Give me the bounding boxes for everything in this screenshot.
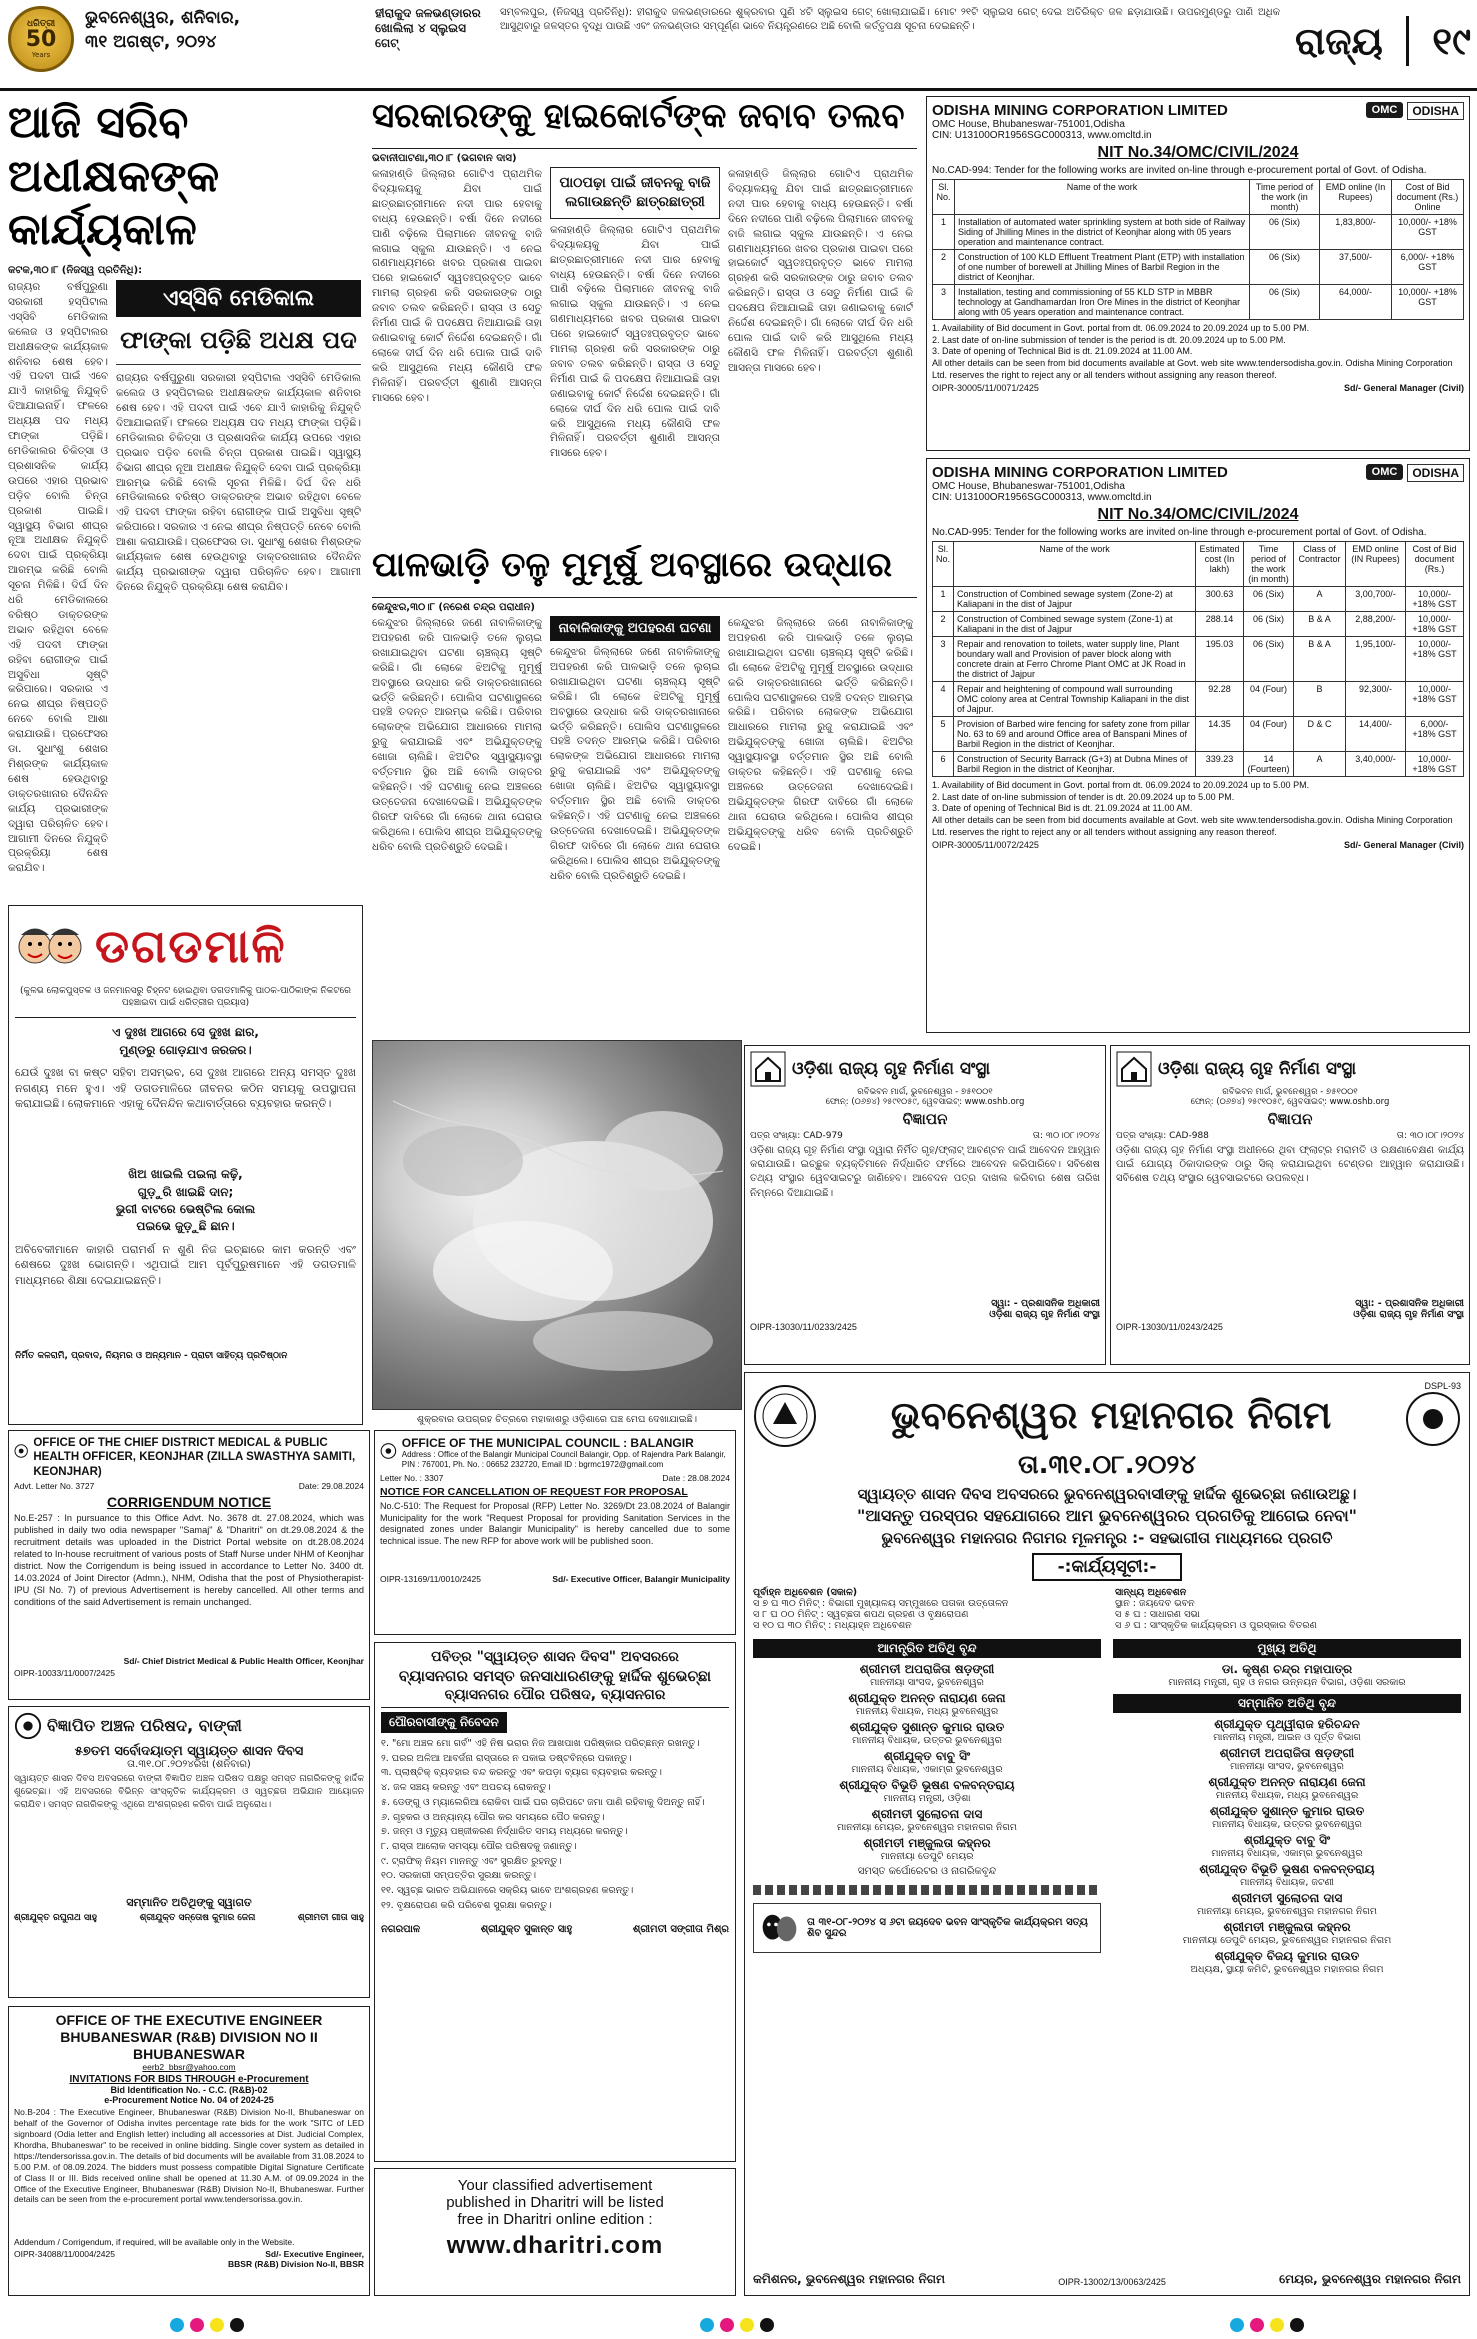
story3-headline: ପାଳଭାଡ଼ି ତଳୁ ମୁମୂର୍ଷୁ ଅବସ୍ଥାରେ ଉଦ୍ଧାର (372, 545, 893, 585)
dharitri-50-logo: ଧରିତ୍ରୀ 50 Years (8, 6, 74, 72)
list-item: ୬. ଗୃହକର ଓ ଅନ୍ୟାନ୍ୟ ପୌର କର ସମୟରେ ପୈଠ କରନ୍ତୁ। (381, 1811, 605, 1823)
table-cell: Construction of Security Barrack (G+3) at Dubna Mines of Barbil Region in the district of Keonjhar. (954, 752, 1196, 777)
table-row (933, 637, 1464, 682)
guest-name: ଶ୍ରୀମତୀ ମଞ୍ଜୁଲତା କହ୍ନର (863, 1836, 991, 1850)
table-header: EMD online (In Rupees) (1320, 180, 1392, 215)
table-row (933, 612, 1464, 637)
byasanagar-ad: ପବିତ୍ର "ସ୍ୱାୟତ୍ତ ଶାସନ ଦିବସ" ଅବସରରେ ବ୍ୟାସନଗର ସମସ୍ତ ଜନସାଧାରଣଙ୍କୁ ହାର୍ଦ୍ଦିକ ଶୁଭେଚ୍ଛା ବ୍ୟାସନଗର ପୌର ପରିଷଦ, ବ୍ୟାସନଗର ପୌରବାସୀଙ୍କୁ ନିବେଦନ ୧. "ମୋ ଅଞ୍ଚଳ ମୋ ଗର୍ବ" ଏହି ନିଷ ଭରାର ନିଜ ଆଖପାଖ ପରିଷ୍କାର ପରିଚ୍ଛନ୍ନ ରଖନ୍ତୁ। ୨. ଘରର ଅଳିଆ ଆବର୍ଜନା ରାସ୍ତାରେ ନ ପକାଇ ଡଷ୍ଟବିନ୍‌ରେ ପକାନ୍ତୁ। ୩. ପ୍ଲାଷ୍ଟିକ୍ ବ୍ୟବହାର ବନ୍ଦ କରନ୍ତୁ ଏବଂ କପଡ଼ା ବ୍ୟାଗ ବ୍ୟବହାର କରନ୍ତୁ। ୪. ଜଳ ସଞ୍ଚୟ କରନ୍ତୁ ଏବଂ ଅପଚୟ ରୋକନ୍ତୁ। ୫. ଡେଙ୍ଗୁ ଓ ମ୍ୟାଲେରିଆ ରୋକିବା ପାଇଁ ଘର ଚାରିପଟେ ଜମା ପାଣି ରହିବାକୁ ଦିଅନ୍ତୁ ନାହିଁ। ୬. ଗୃହକର ଓ ଅନ୍ୟାନ୍ୟ ପୌର କର ସମୟରେ ପୈଠ କରନ୍ତୁ। ୭. ଜନ୍ମ ଓ ମୃତ୍ୟୁ ପଞ୍ଜୀକରଣ ନିର୍ଦ୍ଧାରିତ ସମୟ ମଧ୍ୟରେ କରନ୍ତୁ। ୮. ରାସ୍ତା ଆଲୋକ ସମସ୍ୟା ପୌର ପରିଷଦକୁ ଜଣାନ୍ତୁ। ୯. ଟ୍ରାଫିକ୍ ନିୟମ ମାନନ୍ତୁ ଏବଂ ସୁରକ୍ଷିତ ରୁହନ୍ତୁ। ୧୦. ସରକାରୀ ସମ୍ପତ୍ତିର ସୁରକ୍ଷା କରନ୍ତୁ। ୧୧. ସ୍ୱଚ୍ଛ ଭାରତ ଅଭିଯାନରେ ସକ୍ରିୟ ଭାବେ ଅଂଶଗ୍ରହଣ କରନ୍ତୁ। ୧୨. ବୃକ୍ଷରୋପଣ କରି ପରିବେଶ ସୁରକ୍ଷା କରନ୍ତୁ। ନଗରପାଳ ଶ୍ରୀଯୁକ୍ତ ସୁକାନ୍ତ ସାହୁ ଶ୍ରୀମତୀ ସଙ୍ଗୀତା ମିଶ୍ର (374, 1642, 736, 2162)
table-cell: 3 (933, 285, 955, 320)
story-highcourt (372, 96, 917, 536)
table-header: Name of the work (954, 542, 1196, 587)
cartoon-faces-icon (15, 917, 85, 977)
guest-name: ଶ୍ରୀଯୁକ୍ତ ଅନନ୍ତ ନାରାୟଣ ଜେନା (1208, 1775, 1366, 1789)
guest-name: ଶ୍ରୀଯୁକ୍ତ ବିଭୂତି ଭୂଷଣ ବଳବନ୍ତରାୟ (1199, 1862, 1375, 1876)
table-header: Estimated cost (In lakh) (1196, 542, 1244, 587)
list-item: ୪. ଜଳ ସଞ୍ଚୟ କରନ୍ତୁ ଏବଂ ଅପଚୟ ରୋକନ୍ତୁ। (381, 1782, 551, 1794)
theatre-masks-icon (760, 1910, 799, 1946)
table-cell: 6 (933, 752, 954, 777)
story1-highlight-1: ଏସ୍‌ସିବି ମେଡିକାଲ (116, 280, 361, 317)
guest-role: ମାନନୀୟ ବିଧାୟକ, ଜଟଣୀ (1240, 1877, 1334, 1888)
table-row (933, 717, 1464, 752)
teaser-headline: ହୀରାକୁଦ ଜଳଭଣ୍ଡାରର ଖୋଲିଲା ୪ ସ୍ଲୁଇସ ଗେଟ୍ (375, 6, 481, 50)
table-cell: 04 (Four) (1244, 717, 1294, 752)
column-body-2: ଅବିବେକୀମାନେ କାହାରି ପରାମର୍ଶ ନ ଶୁଣି ନିଜ ଇଚ୍ଛାରେ କାମ କରନ୍ତି ଏବଂ ଶେଷରେ ଦୁଃଖ ଭୋଗନ୍ତି। ଏଥିପାଇଁ ଆମ ପୂର୍ବପୁରୁଷମାନେ ଏହି ଡଗଡମାଳି ମାଧ୍ୟମରେ ଶିକ୍ଷା ଦେଇଯାଇଛନ୍ତି। (15, 1242, 356, 1287)
table-cell: Construction of Combined sewage system (Zone-2) at Kaliapani in the dist of Jajpur (954, 587, 1196, 612)
guest-role: ମାନନୀୟା ମେୟର, ଭୁବନେଶ୍ୱର ମହାନଗର ନିଗମ (837, 1822, 1017, 1833)
story2-body-a: କଳାହାଣ୍ଡି ଜିଲ୍ଲାର ଗୋଟିଏ ପ୍ରାଥମିକ ବିଦ୍ୟାଳୟକୁ ଯିବା ପାଇଁ ଛାତ୍ରଛାତ୍ରୀମାନେ ନଦୀ ପାର ହେବାକୁ ବାଧ୍ୟ ହେଉଛନ୍ତି। ବର୍ଷା ଦିନେ ନଦୀରେ ପାଣି ବଢ଼ିଲେ ପିଲାମାନେ ଜୀବନକୁ ବାଜି ଲଗାଇ ସ୍କୁଲ ଯାଉଛନ୍ତି। ଏ ନେଇ ଗଣମାଧ୍ୟମରେ ଖବର ପ୍ରକାଶ ପାଇବା ପରେ ହାଇକୋର୍ଟ ସ୍ୱତଃପ୍ରବୃତ୍ତ ଭାବେ ମାମଲା ଗ୍ରହଣ କରି ସରକାରଙ୍କ ଠାରୁ ଜବାବ ତଲବ କରିଛନ୍ତି। ରାସ୍ତା ଓ ସେତୁ ନିର୍ମାଣ ପାଇଁ କି ପଦକ୍ଷେପ ନିଆଯାଇଛି ତାହା ଜଣାଇବାକୁ କୋର୍ଟ ନିର୍ଦ୍ଦେଶ ଦେଇଛନ୍ତି। ଗାଁ ଲୋକେ ଦୀର୍ଘ ଦିନ ଧରି ପୋଲ ପାଇଁ ଦାବି କରି ଆସୁଥିଲେ ମଧ୍ୟ କୌଣସି ଫଳ ମିଳିନାହିଁ। ପରବର୍ତ୍ତୀ ଶୁଣାଣି ଆସନ୍ତା ମାସରେ ହେବ। (372, 168, 542, 404)
table-cell: 6,000/- +18% GST (1392, 250, 1464, 285)
table-cell: 5 (933, 717, 954, 752)
byasanagar-appeal-list (381, 1737, 729, 1914)
list-item: ୧. "ମୋ ଅଞ୍ଚଳ ମୋ ଗର୍ବ" ଏହି ନିଷ ଭରାର ନିଜ ଆଖପାଖ ପରିଷ୍କାର ପରିଚ୍ଛନ୍ନ ରଖନ୍ତୁ। (381, 1738, 700, 1749)
masthead-rule (0, 88, 1477, 91)
table-cell: 2 (933, 250, 955, 285)
guest-name: ଶ୍ରୀମତୀ ଅପରାଜିତା ଷଡ଼ଙ୍ଗୀ (859, 1662, 995, 1676)
column-body-1: ଯେଉଁ ଦୁଃଖ ବା କଷ୍ଟ ସହିବା ଅସମ୍ଭବ, ସେ ଦୁଃଖ ଆଗରେ ଅନ୍ୟ ସମସ୍ତ ଦୁଃଖ ନଗଣ୍ୟ ମନେ ହୁଏ। ଏହି ଡଗଡମାଳିରେ ଜୀବନର କଠିନ ସମୟକୁ ଉପସ୍ଥାପନା କରାଯାଇଛି। ଲୋକମାନେ ଏହାକୁ ଦୈନନ୍ଦିନ କଥାବାର୍ତ୍ତାରେ ବ୍ୟବହାର କରନ୍ତି। (15, 1066, 356, 1111)
table-cell: 10,000/- +18% GST (1392, 215, 1464, 250)
registration-marks-center (700, 2318, 780, 2335)
list-item: ୩. ପ୍ଲାଷ୍ଟିକ୍ ବ୍ୟବହାର ବନ୍ଦ କରନ୍ତୁ ଏବଂ କପଡ଼ା ବ୍ୟାଗ ବ୍ୟବହାର କରନ୍ତୁ। (381, 1767, 662, 1779)
list-item: ୭. ଜନ୍ମ ଓ ମୃତ୍ୟୁ ପଞ୍ଜୀକରଣ ନିର୍ଦ୍ଧାରିତ ସମୟ ମଧ୍ୟରେ କରନ୍ତୁ। (381, 1826, 628, 1838)
oshb-ad-988: ଓଡ଼ିଶା ରାଜ୍ୟ ଗୃହ ନିର୍ମାଣ ସଂସ୍ଥା ରବିଭବନ ମାର୍ଗ, ଭୁବନେଶ୍ୱର - ୭୫୧୦୦୧ ଫୋନ୍: (୦୬୭୪) ୨୫୯୧୦୫୯, ୱେବସାଇଟ୍: www.oshb.org ବିଜ୍ଞାପନ ପତ୍ର ସଂଖ୍ୟା: CAD-988 ତା: ୩୦।୦୮।୨୦୨୪ ଓଡ଼ିଶା ରାଜ୍ୟ ଗୃହ ନିର୍ମାଣ ସଂସ୍ଥା ଅଧୀନରେ ଥିବା ଫ୍ଲାଟ୍‌ର ମରାମତି ଓ ରକ୍ଷଣାବେକ୍ଷଣ କାର୍ଯ୍ୟ ପାଇଁ ଯୋଗ୍ୟ ଠିକାଦାରଙ୍କ ଠାରୁ ସିଲ୍ କରାଯାଇଥିବା ଟେଣ୍ଡର ଆହ୍ୱାନ କରାଯାଉଛି। ସବିଶେଷ ତଥ୍ୟ ସଂସ୍ଥାର ୱେବସାଇଟରେ ଉପଲବ୍ଧ। ସ୍ୱା: - ପ୍ରଶାସନିକ ଅଧିକାରୀ ଓଡ଼ିଶା ରାଜ୍ୟ ଗୃହ ନିର୍ମାଣ ସଂସ୍ଥା OIPR-13030/11/0243/2425 (1110, 1045, 1470, 1365)
list-item: ସ ୭ ଘ ୩୦ ମିନିଟ୍ : ବିଭାଗୀ ମୁଖ୍ୟାଳୟ ସମ୍ମୁଖରେ ପତାକା ଉତ୍ତୋଳନ (753, 1598, 1009, 1609)
guest-role: ମାନନୀୟ ବିଧାୟକ, ଏକାମ୍ର ଭୁବନେଶ୍ୱର (1211, 1848, 1363, 1859)
page-number: ୧୯ (1432, 18, 1471, 63)
story2-highlight: ପାଠପଢ଼ା ପାଇଁ ଜୀବନକୁ ବାଜି ଲଗାଉଛନ୍ତି ଛାତ୍ରଛାତ୍ରୀ (550, 167, 720, 219)
omc1-table (932, 179, 1464, 320)
table-cell: 339.23 (1196, 752, 1244, 777)
guest-name: ଶ୍ରୀଯୁକ୍ତ ବାବୁ ସିଂ (1243, 1833, 1331, 1847)
table-cell: 4 (933, 682, 954, 717)
table-row (933, 752, 1464, 777)
guest-name: ଶ୍ରୀଯୁକ୍ତ ପୃଥ୍ୱୀରାଜ ହରିଚନ୍ଦନ (1214, 1717, 1360, 1731)
table-cell: 2,88,200/- (1346, 612, 1406, 637)
table-cell: 2 (933, 612, 954, 637)
table-cell: D & C (1294, 717, 1346, 752)
satellite-cloud-pattern (373, 1041, 742, 1410)
oshb-house-logo-icon (750, 1051, 786, 1087)
table-cell: A (1294, 587, 1346, 612)
table-cell: 10,000/- +18% GST (1406, 587, 1464, 612)
table-cell: 288.14 (1196, 612, 1244, 637)
story3-body-a: କେନ୍ଦୁଝର ଜିଲ୍ଲାରେ ଜଣେ ନାବାଳିକାଙ୍କୁ ଅପହରଣ କରି ପାଳଭାଡ଼ି ତଳେ ଲୁଚାଇ ରଖାଯାଇଥିବା ଘଟଣା ଚାଞ୍ଚଲ୍ୟ ସୃଷ୍ଟି କରିଛି। ଗାଁ ଲୋକେ ଝିଅଟିକୁ ମୁମୂର୍ଷୁ ଅବସ୍ଥାରେ ଉଦ୍ଧାର କରି ଡାକ୍ତରଖାନାରେ ଭର୍ତ୍ତି କରିଛନ୍ତି। ପୋଲିସ ଘଟଣାସ୍ଥଳରେ ପହଞ୍ଚି ତଦନ୍ତ ଆରମ୍ଭ କରିଛି। ପରିବାର ଲୋକଙ୍କ ଅଭିଯୋଗ ଆଧାରରେ ମାମଲା ରୁଜୁ କରାଯାଇଛି ଏବଂ ଅଭିଯୁକ୍ତଙ୍କୁ ଖୋଜା ଚାଲିଛି। ଝିଅଟିର ସ୍ୱାସ୍ଥ୍ୟାବସ୍ଥା ବର୍ତ୍ତମାନ ସ୍ଥିର ଅଛି ବୋଲି ଡାକ୍ତର କହିଛନ୍ତି। ଏହି ଘଟଣାକୁ ନେଇ ଅଞ୍ଚଳରେ ଉତ୍ତେଜନା ଦେଖାଦେଇଛି। ଅଭିଯୁକ୍ତଙ୍କ ଗିରଫ ଦାବିରେ ଗାଁ ଲୋକେ ଥାନା ଘେରାଉ କରିଥିଲେ। ପୋଲିସ ଶୀଘ୍ର ଅଭିଯୁକ୍ତଙ୍କୁ ଧରିବ ବୋଲି ପ୍ରତିଶ୍ରୁତି ଦେଇଛି। (372, 617, 542, 853)
column-verse-1: ଏ ଦୁଃଖ ଆଗରେ ସେ ଦୁଃଖ ଛାର, ମୁଣ୍ଡରୁ ଗୋଡ଼ଯାଏ ଜରଜର। (112, 1025, 259, 1057)
guest-name: ଶ୍ରୀଯୁକ୍ତ ବିଭୂତି ଭୂଷଣ ବଳବନ୍ତରାୟ (839, 1778, 1015, 1792)
table-cell: 06 (Six) (1250, 250, 1320, 285)
guest-name: ଶ୍ରୀମତୀ ସୁଲୋଚନା ଦାସ (1231, 1891, 1343, 1905)
table-cell: 3,00,700/- (1346, 587, 1406, 612)
list-item: ୧୧. ସ୍ୱଚ୍ଛ ଭାରତ ଅଭିଯାନରେ ସକ୍ରିୟ ଭାବେ ଅଂଶଗ୍ରହଣ କରନ୍ତୁ। (381, 1885, 634, 1897)
story-rescue (372, 545, 917, 1030)
list-item: ସ୍ଥାନ : ଜୟଦେବ ଭବନ (1115, 1598, 1195, 1609)
list-item: ୧୨. ବୃକ୍ଷରୋପଣ କରି ପରିବେଶ ସୁରକ୍ଷା କରନ୍ତୁ। (381, 1899, 552, 1911)
guest-role: ମାନନୀୟ ବିଧାୟକ, ଉତ୍ତର ଭୁବନେଶ୍ୱର (852, 1735, 1002, 1746)
guest-role: ମାନନୀୟା ମେୟର, ଭୁବନେଶ୍ୱର ମହାନଗର ନିଗମ (1197, 1906, 1377, 1917)
table-cell: Installation, testing and commissioning of 55 KLD STP in MBBR technology at Gandhamardan Iron Ore Mines in the district of Keonjhar along with 05 years operation and maintenance contract. (955, 285, 1250, 320)
story1-body-a: ରାଜ୍ୟର ବର୍ଷପୁରୁଣା ସରକାରୀ ହସ୍ପିଟାଲ ଏସ୍‌ସିବି ମେଡିକାଲ କଲେଜ ଓ ହସ୍ପିଟାଲର ଅଧୀକ୍ଷକଙ୍କ କାର୍ଯ୍ୟକାଳ ଶନିବାର ଶେଷ ହେବ। ଏହି ପଦବୀ ପାଇଁ ଏବେ ଯାଏଁ କାହାରିକୁ ନିଯୁକ୍ତି ଦିଆଯାଇନାହିଁ। ଫଳରେ ଅଧ୍ୟକ୍ଷ ପଦ ମଧ୍ୟ ଫାଙ୍କା ପଡ଼ିଛି। ମେଡିକାଲର ଚିକିତ୍ସା ଓ ପ୍ରଶାସନିକ କାର୍ଯ୍ୟ ଉପରେ ଏହାର ପ୍ରଭାବ ପଡ଼ିବ ବୋଲି ଚିନ୍ତା ପ୍ରକାଶ ପାଇଛି। ସ୍ୱାସ୍ଥ୍ୟ ବିଭାଗ ଶୀଘ୍ର ନୂଆ ଅଧୀକ୍ଷକ ନିଯୁକ୍ତି ଦେବା ପାଇଁ ପ୍ରକ୍ରିୟା ଆରମ୍ଭ କରିଛି ବୋଲି ସୂଚନା ମିଳିଛି। ଦିର୍ଘ ଦିନ ଧରି ମେଡିକାଲରେ ବରିଷ୍ଠ ଡାକ୍ତରଙ୍କ ଅଭାବ ରହିଥିବା ବେଳେ ଏହି ପଦବୀ ଫାଙ୍କା ରହିବା ରୋଗୀଙ୍କ ପାଇଁ ଅସୁବିଧା ସୃଷ୍ଟି କରିପାରେ। ସରକାର ଏ ନେଇ ଶୀଘ୍ର ନିଷ୍ପତ୍ତି ନେବେ ବୋଲି ଆଶା କରାଯାଉଛି। ପ୍ରଫେସର ଡା. ସୁଧାଂଶୁ ଶେଖର ମିଶ୍ରଙ୍କ କାର୍ଯ୍ୟକାଳ ଶେଷ ହେଉଥିବାରୁ ଡାକ୍ତରଖାନାର ଦୈନନ୍ଦିନ କାର୍ଯ୍ୟ ପ୍ରଭାରୀଙ୍କ ଦ୍ୱାରା ପରିଚାଳିତ ହେବ। ଆଗାମୀ ଦିନରେ ନିଯୁକ୍ତି ପ୍ରକ୍ରିୟା ଶେଷ କରାଯିବ। (8, 281, 108, 875)
table-cell: A (1294, 752, 1346, 777)
table-cell: 195.03 (1196, 637, 1244, 682)
story2-headline: ସରକାରଙ୍କୁ ହାଇକୋର୍ଟଙ୍କ ଜବାବ ତଲବ (372, 96, 905, 136)
table-cell: 14.35 (1196, 717, 1244, 752)
table-cell: B & A (1294, 612, 1346, 637)
odisha-emblem-icon (14, 1712, 42, 1740)
story1-dateline: କଟକ,୩୦।୮ (ନିଜସ୍ୱ ପ୍ରତିନିଧି): (8, 265, 143, 276)
story1-highlight-2: ଫାଙ୍କା ପଡ଼ିଛି ଅଧକ୍ଷ ପଦ (116, 317, 361, 365)
table-cell: 92.28 (1196, 682, 1244, 717)
table-cell: 1,83,800/- (1320, 215, 1392, 250)
table-row (933, 215, 1464, 250)
table-cell: 06 (Six) (1244, 587, 1294, 612)
registration-marks-left (170, 2318, 250, 2335)
story3-body-b: କେନ୍ଦୁଝର ଜିଲ୍ଲାରେ ଜଣେ ନାବାଳିକାଙ୍କୁ ଅପହରଣ କରି ପାଳଭାଡ଼ି ତଳେ ଲୁଚାଇ ରଖାଯାଇଥିବା ଘଟଣା ଚାଞ୍ଚଲ୍ୟ ସୃଷ୍ଟି କରିଛି। ଗାଁ ଲୋକେ ଝିଅଟିକୁ ମୁମୂର୍ଷୁ ଅବସ୍ଥାରେ ଉଦ୍ଧାର କରି ଡାକ୍ତରଖାନାରେ ଭର୍ତ୍ତି କରିଛନ୍ତି। ପୋଲିସ ଘଟଣାସ୍ଥଳରେ ପହଞ୍ଚି ତଦନ୍ତ ଆରମ୍ଭ କରିଛି। ପରିବାର ଲୋକଙ୍କ ଅଭିଯୋଗ ଆଧାରରେ ମାମଲା ରୁଜୁ କରାଯାଇଛି ଏବଂ ଅଭିଯୁକ୍ତଙ୍କୁ ଖୋଜା ଚାଲିଛି। ଝିଅଟିର ସ୍ୱାସ୍ଥ୍ୟାବସ୍ଥା ବର୍ତ୍ତମାନ ସ୍ଥିର ଅଛି ବୋଲି ଡାକ୍ତର କହିଛନ୍ତି। ଏହି ଘଟଣାକୁ ନେଇ ଅଞ୍ଚଳରେ ଉତ୍ତେଜନା ଦେଖାଦେଇଛି। ଅଭିଯୁକ୍ତଙ୍କ ଗିରଫ ଦାବିରେ ଗାଁ ଲୋକେ ଥାନା ଘେରାଉ କରିଥିଲେ। ପୋଲିସ ଶୀଘ୍ର ଅଭିଯୁକ୍ତଙ୍କୁ ଧରିବ ବୋଲି ପ୍ରତିଶ୍ରୁତି ଦେଇଛି। (550, 646, 720, 882)
omc-logo-icon: OMC (1366, 102, 1404, 118)
table-cell: 06 (Six) (1244, 637, 1294, 682)
table-cell: 14 (Fourteen) (1244, 752, 1294, 777)
table-cell: 06 (Six) (1250, 215, 1320, 250)
list-item: ୯. ଟ୍ରାଫିକ୍ ନିୟମ ମାନନ୍ତୁ ଏବଂ ସୁରକ୍ଷିତ ରୁହନ୍ତୁ। (381, 1855, 562, 1867)
guest-role: ମାନନୀୟ ମନ୍ତ୍ରୀ, ଓଡ଼ିଶା (883, 1793, 971, 1804)
bmc-title: ଭୁବନେଶ୍ୱର ମହାନଗର ନିଗମ (890, 1393, 1332, 1437)
table-cell: Construction of Combined sewage system (Zone-1) at Kaliapani in the dist of Jajpur (954, 612, 1196, 637)
table-row (933, 682, 1464, 717)
odisha-logo-icon: ODISHA (1407, 464, 1464, 482)
dharitri-url-link[interactable]: www.dharitri.com (446, 2232, 664, 2259)
table-cell: 3,40,000/- (1346, 752, 1406, 777)
table-header: Cost of Bid document (Rs.) Online (1392, 180, 1464, 215)
list-item: ସ ୮ ଘ ୦୦ ମିନିଟ୍ : ସ୍ୱଚ୍ଛତା ଶପଥ ଗ୍ରହଣ ଓ ବୃକ୍ଷରୋପଣ (753, 1609, 969, 1620)
column-title: ଡଗଡମାଳି (95, 919, 287, 973)
omc-logo-icon: OMC (1366, 464, 1404, 480)
omc2-org: ODISHA MINING CORPORATION LIMITED (932, 464, 1228, 481)
table-cell: 10,000/- +18% GST (1406, 612, 1464, 637)
table-cell: 06 (Six) (1250, 285, 1320, 320)
story1-headline: ଆଜି ସରିବ ଅଧୀକ୍ଷକଙ୍କ କାର୍ଯ୍ୟକାଳ (8, 97, 220, 256)
table-row (933, 587, 1464, 612)
registration-marks-right (1230, 2318, 1310, 2335)
guest-name: ଶ୍ରୀଯୁକ୍ତ ଅନନ୍ତ ନାରାୟଣ ଜେନା (848, 1691, 1006, 1705)
balangir-notice: OFFICE OF THE MUNICIPAL COUNCIL : BALANGIR Address : Office of the Balangir Municipal Council Balangir, Opp. of Rajendra Park Balangir, PIN : 767001, Ph. No. : 06652 232720, Email ID : bgrmc1972@gmail.com Letter No. : 3307 Date : 28.08.2024 NOTICE FOR CANCELLATION OF REQUEST FOR PROPOSAL No.C-510: The Request for Proposal (RFP) Letter No. 3269/Dt 23.08.2024 of Balangir Municipality for the work "Request Proposal for providing Sanitation Services in the designated zones under Balangir Municipality" is hereby cancelled due to some technical issue. The new RFP for above work will be published soon. OIPR-13169/11/0010/2425 Sd/- Executive Officer, Balangir Municipality (374, 1430, 736, 1635)
table-cell: 3 (933, 637, 954, 682)
story2-body-c: କଳାହାଣ୍ଡି ଜିଲ୍ଲାର ଗୋଟିଏ ପ୍ରାଥମିକ ବିଦ୍ୟାଳୟକୁ ଯିବା ପାଇଁ ଛାତ୍ରଛାତ୍ରୀମାନେ ନଦୀ ପାର ହେବାକୁ ବାଧ୍ୟ ହେଉଛନ୍ତି। ବର୍ଷା ଦିନେ ନଦୀରେ ପାଣି ବଢ଼ିଲେ ପିଲାମାନେ ଜୀବନକୁ ବାଜି ଲଗାଇ ସ୍କୁଲ ଯାଉଛନ୍ତି। ଏ ନେଇ ଗଣମାଧ୍ୟମରେ ଖବର ପ୍ରକାଶ ପାଇବା ପରେ ହାଇକୋର୍ଟ ସ୍ୱତଃପ୍ରବୃତ୍ତ ଭାବେ ମାମଲା ଗ୍ରହଣ କରି ସରକାରଙ୍କ ଠାରୁ ଜବାବ ତଲବ କରିଛନ୍ତି। ରାସ୍ତା ଓ ସେତୁ ନିର୍ମାଣ ପାଇଁ କି ପଦକ୍ଷେପ ନିଆଯାଇଛି ତାହା ଜଣାଇବାକୁ କୋର୍ଟ ନିର୍ଦ୍ଦେଶ ଦେଇଛନ୍ତି। ଗାଁ ଲୋକେ ଦୀର୍ଘ ଦିନ ଧରି ପୋଲ ପାଇଁ ଦାବି କରି ଆସୁଥିଲେ ମଧ୍ୟ କୌଣସି ଫଳ ମିଳିନାହିଁ। ପରବର୍ତ୍ତୀ ଶୁଣାଣି ଆସନ୍ତା ମାସରେ ହେବ। (728, 168, 913, 374)
guest-role: ମାନନୀୟା ଡେପୁଟି ମେୟର (880, 1851, 974, 1862)
column-verse-2: ଖିଅ ଖାଇଲି ପଇଲା କଢ଼ି, ଗୁଡ଼ୁରି ଖାଇଛି ଦାନ; ଭୁଗୀ ବାଟରେ ଭେଷ୍ଟିଲ କୋଲ ପଇଭେ ଜୁଡ଼ୁଛି ଛାନ। (115, 1167, 256, 1234)
bmc-ad: ଭୁବନେଶ୍ୱର ମହାନଗର ନିଗମ DSPL-93 ତା.୩୧.୦୮.୨୦୨୪ ସ୍ୱାୟତ୍ତ ଶାସନ ଦିବସ ଅବସରରେ ଭୁବନେଶ୍ୱରବାସୀଙ୍କୁ ହାର୍ଦ୍ଦିକ ଶୁଭେଚ୍ଛା ଜଣାଉଅଛୁ। "ଆସନ୍ତୁ ପରସ୍ପର ସହଯୋଗରେ ଆମ ଭୁବନେଶ୍ୱରର ପ୍ରଗତିକୁ ଆଗେଇ ନେବା" ଭୁବନେଶ୍ୱର ମହାନଗର ନିଗମର ମୂଳମନ୍ତ୍ର :- ସହଭାଗୀତା ମାଧ୍ୟମରେ ପ୍ରଗତି -:କାର୍ଯ୍ୟସୂଚୀ:- ପୂର୍ବାହ୍ନ ଅଧିବେଶନ (ସକାଳ) ସ ୭ ଘ ୩୦ ମିନିଟ୍ : ବିଭାଗୀ ମୁଖ୍ୟାଳୟ ସମ୍ମୁଖରେ ପତାକା ଉତ୍ତୋଳନ ସ ୮ ଘ ୦୦ ମିନିଟ୍ : ସ୍ୱଚ୍ଛତା ଶପଥ ଗ୍ରହଣ ଓ ବୃକ୍ଷରୋପଣ ସ ୧୦ ଘ ୩୦ ମିନିଟ୍ : ମଧ୍ୟାହ୍ନ ଅଧିବେଶନ ସାନ୍ଧ୍ୟ ଅଧିବେଶନ ସ୍ଥାନ : ଜୟଦେବ ଭବନ ସ ୫ ଘ : ସାଧାରଣ ସଭା ସ ୬ ଘ : ସାଂସ୍କୃତିକ କାର୍ଯ୍ୟକ୍ରମ ଓ ପୁରସ୍କାର ବିତରଣ ଆମନ୍ତ୍ରିତ ଅତିଥି ବୃନ୍ଦ ଶ୍ରୀମତୀ ଅପରାଜିତା ଷଡ଼ଙ୍ଗୀ ମାନନୀୟା ସାଂସଦ, ଭୁବନେଶ୍ୱର ଶ୍ରୀଯୁକ୍ତ ଅନନ୍ତ ନାରାୟଣ ଜେନା ମାନନୀୟ ବିଧାୟକ, ମଧ୍ୟ ଭୁବନେଶ୍ୱର ଶ୍ରୀଯୁକ୍ତ ସୁଶାନ୍ତ କୁମାର ରାଉତ ମାନନୀୟ ବିଧାୟକ, ଉତ୍ତର ଭୁବନେଶ୍ୱର ଶ୍ରୀଯୁକ୍ତ ବାବୁ ସିଂ ମାନନୀୟ ବିଧାୟକ, ଏକାମ୍ର ଭୁବନେଶ୍ୱର ଶ୍ରୀଯୁକ୍ତ ବିଭୂତି ଭୂଷଣ ବଳବନ୍ତରାୟ ମାନନୀୟ ମନ୍ତ୍ରୀ, ଓଡ଼ିଶା ଶ୍ରୀମତୀ ସୁଲୋଚନା ଦାସ ମାନନୀୟା ମେୟର, ଭୁବନେଶ୍ୱର ମହାନଗର ନିଗମ ଶ୍ରୀମତୀ ମଞ୍ଜୁଲତା କହ୍ନର ମାନନୀୟା ଡେପୁଟି ମେୟର ସମସ୍ତ କର୍ପୋରେଟର ଓ ନାଗରିକବୃନ୍ଦ ତା ୩୧-୦୮-୨୦୨୪ ସ ୬ଟା ଜୟଦେବ ଭବନ ସାଂସ୍କୃତିକ କାର୍ଯ୍ୟକ୍ରମ ସତ୍ୟ ଶିବ ସୁନ୍ଦର ମୁଖ୍ୟ ଅତିଥି ଡା. କୃଷ୍ଣ ଚନ୍ଦ୍ର ମହାପାତ୍ର ମାନନୀୟ ମନ୍ତ୍ରୀ, ଗୃହ ଓ ନଗର ଉନ୍ନୟନ ବିଭାଗ, ଓଡ଼ିଶା ସରକାର ସମ୍ମାନିତ ଅତିଥି ବୃନ୍ଦ ଶ୍ରୀଯୁକ୍ତ ପୃଥ୍ୱୀରାଜ ହରିଚନ୍ଦନ ମାନନୀୟ ମନ୍ତ୍ରୀ, ଆଇନ ଓ ପୂର୍ତ୍ତ ବିଭାଗ ଶ୍ରୀମତୀ ଅପରାଜିତା ଷଡ଼ଙ୍ଗୀ ମାନନୀୟା ସାଂସଦ, ଭୁବନେଶ୍ୱର ଶ୍ରୀଯୁକ୍ତ ଅନନ୍ତ ନାରାୟଣ ଜେନା ମାନନୀୟ ବିଧାୟକ, ମଧ୍ୟ ଭୁବନେଶ୍ୱର ଶ୍ରୀଯୁକ୍ତ ସୁଶାନ୍ତ କୁମାର ରାଉତ ମାନନୀୟ ବିଧାୟକ, ଉତ୍ତର ଭୁବନେଶ୍ୱର ଶ୍ରୀଯୁକ୍ତ ବାବୁ ସିଂ ମାନନୀୟ ବିଧାୟକ, ଏକାମ୍ର ଭୁବନେଶ୍ୱର ଶ୍ରୀଯୁକ୍ତ ବିଭୂତି ଭୂଷଣ ବଳବନ୍ତରାୟ ମାନନୀୟ ବିଧାୟକ, ଜଟଣୀ ଶ୍ରୀମତୀ ସୁଲୋଚନା ଦାସ ମାନନୀୟା ମେୟର, ଭୁବନେଶ୍ୱର ମହାନଗର ନିଗମ ଶ୍ରୀମତୀ ମଞ୍ଜୁଲତା କହ୍ନର ମାନନୀୟା ଡେପୁଟି ମେୟର, ଭୁବନେଶ୍ୱର ମହାନଗର ନିଗମ ଶ୍ରୀଯୁକ୍ତ ବିଜୟ କୁମାର ରାଉତ ଅଧ୍ୟକ୍ଷ, ସ୍ଥାୟୀ କମିଟି, ଭୁବନେଶ୍ୱର ମହାନଗର ନିଗମ କମିଶନର, ଭୁବନେଶ୍ୱର ମହାନଗର ନିଗମ OIPR-13002/13/0063/2425 ମେୟର, ଭୁବନେଶ୍ୱର ମହାନଗର ନିଗମ (744, 1372, 1470, 2296)
omc1-org: ODISHA MINING CORPORATION LIMITED (932, 102, 1228, 119)
bmc-logo-icon (753, 1384, 817, 1448)
table-cell: 92,300/- (1346, 682, 1406, 717)
rnb-bid-notice: OFFICE OF THE EXECUTIVE ENGINEER BHUBANESWAR (R&B) DIVISION NO II BHUBANESWAR eerb2_bbsr@yahoo.com INVITATIONS FOR BIDS THROUGH e-Procurement Bid Identification No. - C.C. (R&B)-02 e-Procurement Notice No. 04 of 2024-25 No.B-204 : The Executive Engineer, Bhubaneswar (R&B) Division No-II, Bhubaneswar on behalf of the Governor of Odisha invites percentage rate bids for the work "SITC of LED signboard (Odia letter and English letter) including all accessories at Dist. Judicial Complex, Khordha, Bhubaneswar" to be received in online bidding. Single cover system as detailed in https://tendersorissa.gov.in. The details of bid documents will be available from 31.08.2024 to 5.00 P.M. of 08.09.2024. The bidders must possess compatible Digital Signature Certificate of Class II or III. Bids received online shall be opened at 11.30 A.M. of 09.09.2024 in the Office of the Executive Engineer, Bhubaneswar (R&B) Division No-II, Bhubaneswar. Further details can be seen from the e-procurement portal www.tendersorissa.gov.in. Addendum / Corrigendum, if required, will be available only in the Website. OIPR-34088/11/0004/2425 Sd/- Executive Engineer, BBSR (R&B) Division No-II, BBSR (8, 2006, 370, 2296)
table-cell: Construction of 100 KLD Effluent Treatment Plant (ETP) with installation of one number of borewell at Jhilling Mines of Barbil Region in the district of Keonjhar. (955, 250, 1250, 285)
table-cell: 04 (Four) (1244, 682, 1294, 717)
column-subtitle: (କୁଳଭ ଲୋକପୁସ୍ତକ ଓ ଜନମାନସରୁ ଚିହ୍ନଟ ହୋଇଥିବା ଡଗଡମାଳିକୁ ପାଠକ-ପାଠିକାଙ୍କ ନିକଟରେ ପହଞ୍ଚାଇବା ପାଇଁ ଧରିତ୍ରୀର ପ୍ରୟାସ) (20, 986, 351, 1008)
story-superintendent (8, 96, 363, 896)
table-cell: 37,500/- (1320, 250, 1392, 285)
table-cell: Repair and renovation to toilets, water supply line, Plant boundary wall and Provision of paver block along with concrete drain at Ferro Chrome Plant OMC at JK Road in the district of Jajpur (954, 637, 1196, 682)
guest-role: ମାନନୀୟା ସାଂସଦ, ଭୁବନେଶ୍ୱର (1230, 1761, 1344, 1772)
omc-tender-994: ODISHA MINING CORPORATION LIMITED OMC House, Bhubaneswar-751001,Odisha CIN: U13100OR1956SGC000313, www.omcltd.in OMC ODISHA NIT No.34/OMC/CIVIL/2024 No.CAD-994: Tender for the following works are invited on-line through e-procurement portal of Govt. of Odisha. Sl. No. Name of the work Time period of the work (in month) EMD online (In Rupees) Cost of Bid document (Rs.) Online 1 Installation of automated water sprinkling system at both side of Railway Siding of Jhilling Mines in the district of Keonjhar along with 05 years operation and maintenance contract. 06 (Six) 1,83,800/- 10,000/- +18% GST 2 Construction of 100 KLD Effluent Treatment Plant (ETP) with installation of one number of borewell at Jhilling Mines of Barbil Region in the district of Keonjhar. 06 (Six) 37,500/- 6,000/- +18% GST 3 Installation, testing and commissioning of 55 KLD STP in MBBR technology at Gandhamardan Iron Ore Mines in the district of Keonjhar along with 05 years operation and maintenance contract. 06 (Six) 64,000/- 10,000/- +18% GST 1. Availability of Bid document in Govt. portal from dt. 06.09.2024 to 20.09.2024 up to 5.00 PM. 2. Last date of on-line submission of tender is the period is dt. 20.09.2024 up to 5.00 PM. 3. Date of opening of Technical Bid is dt. 21.09.2024 at 11.00 AM. All other details can be seen from bid documents available at Govt. web site www.tendersodisha.gov.in. Odisha Mining Corporation Ltd. reserves the right to reject any or all tenders without assigning any reason thereof. OIPR-30005/11/0071/2425 Sd/- General Manager (Civil) (926, 96, 1470, 451)
teaser-body: ସମ୍ବଲପୁର, (ନିଜସ୍ୱ ପ୍ରତିନିଧି): ହୀରାକୁଦ ଜଳଭଣ୍ଡାରରେ ଶୁକ୍ରବାର ପୁଣି ୪ଟି ସ୍ଲୁଇସ ଗେଟ୍ ଖୋଲାଯାଇଛି। ମୋଟ ୨୧ଟି ସ୍ଲୁଇସ ଗେଟ୍ ଦେଇ ଅତିରିକ୍ତ ଜଳ ଛଡ଼ାଯାଉଛି। ଉପରମୁଣ୍ଡରୁ ପାଣି ଅଧିକ ଆସୁଥିବାରୁ ଜଳସ୍ତର ବୃଦ୍ଧି ପାଉଛି ଏବଂ ଜଳଭଣ୍ଡାର ସମ୍ପୂର୍ଣ୍ଣ ଭାବେ ନିୟନ୍ତ୍ରଣରେ ଅଛି ବୋଲି କର୍ତ୍ତୃପକ୍ଷ ସୂଚନା ଦେଇଛନ୍ତି। (500, 7, 1280, 32)
satellite-caption: ଶୁକ୍ରବାର ଉପଗ୍ରହ ଚିତ୍ରରେ ମହାକାଶରୁ ଓଡ଼ିଶାରେ ଘଞ୍ଚ ମେଘ ଦେଖାଯାଇଛି। (417, 1414, 697, 1425)
list-item: ୫. ଡେଙ୍ଗୁ ଓ ମ୍ୟାଲେରିଆ ରୋକିବା ପାଇଁ ଘର ଚାରିପଟେ ଜମା ପାଣି ରହିବାକୁ ଦିଅନ୍ତୁ ନାହିଁ। (381, 1796, 705, 1808)
guest-name: ଶ୍ରୀଯୁକ୍ତ ବିଜୟ କୁମାର ରାଉତ (1214, 1949, 1360, 1963)
table-header: Time period of the work (in month) (1244, 542, 1294, 587)
table-cell: 10,000/- +18% GST (1406, 637, 1464, 682)
guest-name: ଶ୍ରୀମତୀ ଅପରାଜିତା ଷଡ଼ଙ୍ଗୀ (1219, 1746, 1355, 1760)
table-row (933, 250, 1464, 285)
table-cell: 1,95,100/- (1346, 637, 1406, 682)
table-cell: B & A (1294, 637, 1346, 682)
oshb-ad-979: ଓଡ଼ିଶା ରାଜ୍ୟ ଗୃହ ନିର୍ମାଣ ସଂସ୍ଥା ରବିଭବନ ମାର୍ଗ, ଭୁବନେଶ୍ୱର - ୭୫୧୦୦୧ ଫୋନ୍: (୦୬୭୪) ୨୫୯୧୦୫୯, ୱେବସାଇଟ୍: www.oshb.org ବିଜ୍ଞାପନ ପତ୍ର ସଂଖ୍ୟା: CAD-979 ତା: ୩୦।୦୮।୨୦୨୪ ଓଡ଼ିଶା ରାଜ୍ୟ ଗୃହ ନିର୍ମାଣ ସଂସ୍ଥା ଦ୍ୱାରା ନିର୍ମିତ ଗୃହ/ଫ୍ଲାଟ୍ ଆବଣ୍ଟନ ପାଇଁ ଆବେଦନ ଆହ୍ୱାନ କରାଯାଉଛି। ଇଚ୍ଛୁକ ବ୍ୟକ୍ତିମାନେ ନିର୍ଦ୍ଧାରିତ ଫର୍ମରେ ଆବେଦନ କରିପାରିବେ। ସବିଶେଷ ତଥ୍ୟ ସଂସ୍ଥାର ୱେବସାଇଟରୁ ଜାଣିହେବ। ଆବେଦନ ପତ୍ର ଦାଖଲ କରିବାର ଶେଷ ତାରିଖ ନିମ୍ନରେ ଦିଆଯାଇଛି। ସ୍ୱା: - ପ୍ରଶାସନିକ ଅଧିକାରୀ ଓଡ଼ିଶା ରାଜ୍ୟ ଗୃହ ନିର୍ମାଣ ସଂସ୍ଥା OIPR-13030/11/0233/2425 (744, 1045, 1106, 1365)
table-cell: 64,000/- (1320, 285, 1392, 320)
table-row (933, 285, 1464, 320)
guest-role: ମାନନୀୟ ମନ୍ତ୍ରୀ, ଆଇନ ଓ ପୂର୍ତ୍ତ ବିଭାଗ (1213, 1732, 1361, 1743)
list-item: ୨. ଘରର ଅଳିଆ ଆବର୍ଜନା ରାସ୍ତାରେ ନ ପକାଇ ଡଷ୍ଟବିନ୍‌ରେ ପକାନ୍ତୁ। (381, 1752, 632, 1764)
table-cell: Installation of automated water sprinkling system at both side of Railway Siding of Jhilling Mines in the district of Keonjhar along with 05 years operation and maintenance contract. (955, 215, 1250, 250)
table-cell: Repair and heightening of compound wall surrounding OMC colony area at Central Township Kaliapani in the dist of Jajpur. (954, 682, 1196, 717)
table-cell: Provision of Barbed wire fencing for safety zone from pillar No. 63 to 69 and around Office area of Banspani Mines of Barbil Region in the district of Keonjhar. (954, 717, 1196, 752)
story3-body-c: କେନ୍ଦୁଝର ଜିଲ୍ଲାରେ ଜଣେ ନାବାଳିକାଙ୍କୁ ଅପହରଣ କରି ପାଳଭାଡ଼ି ତଳେ ଲୁଚାଇ ରଖାଯାଇଥିବା ଘଟଣା ଚାଞ୍ଚଲ୍ୟ ସୃଷ୍ଟି କରିଛି। ଗାଁ ଲୋକେ ଝିଅଟିକୁ ମୁମୂର୍ଷୁ ଅବସ୍ଥାରେ ଉଦ୍ଧାର କରି ଡାକ୍ତରଖାନାରେ ଭର୍ତ୍ତି କରିଛନ୍ତି। ପୋଲିସ ଘଟଣାସ୍ଥଳରେ ପହଞ୍ଚି ତଦନ୍ତ ଆରମ୍ଭ କରିଛି। ପରିବାର ଲୋକଙ୍କ ଅଭିଯୋଗ ଆଧାରରେ ମାମଲା ରୁଜୁ କରାଯାଇଛି ଏବଂ ଅଭିଯୁକ୍ତଙ୍କୁ ଖୋଜା ଚାଲିଛି। ଝିଅଟିର ସ୍ୱାସ୍ଥ୍ୟାବସ୍ଥା ବର୍ତ୍ତମାନ ସ୍ଥିର ଅଛି ବୋଲି ଡାକ୍ତର କହିଛନ୍ତି। ଏହି ଘଟଣାକୁ ନେଇ ଅଞ୍ଚଳରେ ଉତ୍ତେଜନା ଦେଖାଦେଇଛି। ଅଭିଯୁକ୍ତଙ୍କ ଗିରଫ ଦାବିରେ ଗାଁ ଲୋକେ ଥାନା ଘେରାଉ କରିଥିଲେ। ପୋଲିସ ଶୀଘ୍ର ଅଭିଯୁକ୍ତଙ୍କୁ ଧରିବ ବୋଲି ପ୍ରତିଶ୍ରୁତି ଦେଇଛି। (728, 617, 913, 853)
story3-dateline: କେନ୍ଦୁଝର,୩୦।୮ (ନରେଶ ଚନ୍ଦ୍ର ପରାଧୀନ) (372, 602, 535, 613)
table-header: Sl. No. (933, 542, 954, 587)
story3-highlight: ନାବାଳିକାଙ୍କୁ ଅପହରଣ ଘଟଣା (550, 616, 720, 641)
story2-body-b: କଳାହାଣ୍ଡି ଜିଲ୍ଲାର ଗୋଟିଏ ପ୍ରାଥମିକ ବିଦ୍ୟାଳୟକୁ ଯିବା ପାଇଁ ଛାତ୍ରଛାତ୍ରୀମାନେ ନଦୀ ପାର ହେବାକୁ ବାଧ୍ୟ ହେଉଛନ୍ତି। ବର୍ଷା ଦିନେ ନଦୀରେ ପାଣି ବଢ଼ିଲେ ପିଲାମାନେ ଜୀବନକୁ ବାଜି ଲଗାଇ ସ୍କୁଲ ଯାଉଛନ୍ତି। ଏ ନେଇ ଗଣମାଧ୍ୟମରେ ଖବର ପ୍ରକାଶ ପାଇବା ପରେ ହାଇକୋର୍ଟ ସ୍ୱତଃପ୍ରବୃତ୍ତ ଭାବେ ମାମଲା ଗ୍ରହଣ କରି ସରକାରଙ୍କ ଠାରୁ ଜବାବ ତଲବ କରିଛନ୍ତି। ରାସ୍ତା ଓ ସେତୁ ନିର୍ମାଣ ପାଇଁ କି ପଦକ୍ଷେପ ନିଆଯାଇଛି ତାହା ଜଣାଇବାକୁ କୋର୍ଟ ନିର୍ଦ୍ଦେଶ ଦେଇଛନ୍ତି। ଗାଁ ଲୋକେ ଦୀର୍ଘ ଦିନ ଧରି ପୋଲ ପାଇଁ ଦାବି କରି ଆସୁଥିଲେ ମଧ୍ୟ କୌଣସି ଫଳ ମିଳିନାହିଁ। ପରବର୍ତ୍ତୀ ଶୁଣାଣି ଆସନ୍ତା ମାସରେ ହେବ। (550, 223, 720, 460)
column-credit: ନିର୍ମିତ କଳରାମି, ପ୍ରବାଦ, ନିୟମର ଓ ଅନ୍ୟମାନ - ପ୍ରାଚୀ ସାହିତ୍ୟ ପ୍ରତିଷ୍ଠାନ (15, 1350, 288, 1361)
table-header: Cost of Bid document (Rs.) (1406, 542, 1464, 587)
list-item: ୧୦. ସରକାରୀ ସମ୍ପତ୍ତିର ସୁରକ୍ଷା କରନ୍ତୁ। (381, 1870, 536, 1882)
table-cell: B (1294, 682, 1346, 717)
omc2-nit: NIT No.34/OMC/CIVIL/2024 (1097, 506, 1299, 523)
section-title: ରାଜ୍ୟ ୧୯ (1295, 8, 1471, 74)
dagadamali-column (8, 905, 363, 1425)
list-item: ସ ୧୦ ଘ ୩୦ ମିନିଟ୍ : ମଧ୍ୟାହ୍ନ ଅଧିବେଶନ (753, 1620, 912, 1631)
guest-name: ଶ୍ରୀଯୁକ୍ତ ବାବୁ ସିଂ (883, 1749, 971, 1763)
table-header: Time period of the work (in month) (1250, 180, 1320, 215)
oshb-house-logo-icon (1116, 1051, 1152, 1087)
table-cell: 6,000/- +18% GST (1406, 717, 1464, 752)
table-cell: 06 (Six) (1244, 612, 1294, 637)
masthead (0, 0, 1477, 84)
guest-role: ମାନନୀୟ ବିଧାୟକ, ମଧ୍ୟ ଭୁବନେଶ୍ୱର (855, 1706, 999, 1717)
list-item: ସ ୬ ଘ : ସାଂସ୍କୃତିକ କାର୍ଯ୍ୟକ୍ରମ ଓ ପୁରସ୍କାର ବିତରଣ (1115, 1620, 1317, 1631)
odisha-emblem-icon (1405, 1391, 1461, 1447)
guest-role: ମାନନୀୟା ସାଂସଦ, ଭୁବନେଶ୍ୱର (870, 1677, 984, 1688)
cdmo-corrigendum: OFFICE OF THE CHIEF DISTRICT MEDICAL & PUBLIC HEALTH OFFICER, KEONJHAR (ZILLA SWASTHYA SAMITI, KEONJHAR) Advt. Letter No. 3727 Date: 29.08.2024 CORRIGENDUM NOTICE No.E-257 : In pursuance to this Office Advt. No. 3678 dt. 27.08.2024, which was published in daily two odia newspaper "Samaj" & "Dharitri" on dt.29.08.2024 & the recruitment details was uploaded in the District Portal website on dt.28.08.2024 related to In-house recruitment of various posts of Staff Nurse under NHM of Keonjhar district. Now the Corrigendum is being issued in accordance to Letter No. 3400 dt. 14.03.2024 of Joint Director (Admn.), NHM, Odisha that the post of Physiotherapist-IPU (Sl No. 7) of previous Advertisement is hereby cancelled. All other terms and conditions of the said Advertisement is remain unchanged. Sd/- Chief District Medical & Public Health Officer, Keonjhar OIPR-10033/11/0007/2425 (8, 1430, 370, 1700)
table-cell: 300.63 (1196, 587, 1244, 612)
story1-body-b: ରାଜ୍ୟର ବର୍ଷପୁରୁଣା ସରକାରୀ ହସ୍ପିଟାଲ ଏସ୍‌ସିବି ମେଡିକାଲ କଲେଜ ଓ ହସ୍ପିଟାଲର ଅଧୀକ୍ଷକଙ୍କ କାର୍ଯ୍ୟକାଳ ଶନିବାର ଶେଷ ହେବ। ଏହି ପଦବୀ ପାଇଁ ଏବେ ଯାଏଁ କାହାରିକୁ ନିଯୁକ୍ତି ଦିଆଯାଇନାହିଁ। ଫଳରେ ଅଧ୍ୟକ୍ଷ ପଦ ମଧ୍ୟ ଫାଙ୍କା ପଡ଼ିଛି। ମେଡିକାଲର ଚିକିତ୍ସା ଓ ପ୍ରଶାସନିକ କାର୍ଯ୍ୟ ଉପରେ ଏହାର ପ୍ରଭାବ ପଡ଼ିବ ବୋଲି ଚିନ୍ତା ପ୍ରକାଶ ପାଇଛି। ସ୍ୱାସ୍ଥ୍ୟ ବିଭାଗ ଶୀଘ୍ର ନୂଆ ଅଧୀକ୍ଷକ ନିଯୁକ୍ତି ଦେବା ପାଇଁ ପ୍ରକ୍ରିୟା ଆରମ୍ଭ କରିଛି ବୋଲି ସୂଚନା ମିଳିଛି। ଦିର୍ଘ ଦିନ ଧରି ମେଡିକାଲରେ ବରିଷ୍ଠ ଡାକ୍ତରଙ୍କ ଅଭାବ ରହିଥିବା ବେଳେ ଏହି ପଦବୀ ଫାଙ୍କା ରହିବା ରୋଗୀଙ୍କ ପାଇଁ ଅସୁବିଧା ସୃଷ୍ଟି କରିପାରେ। ସରକାର ଏ ନେଇ ଶୀଘ୍ର ନିଷ୍ପତ୍ତି ନେବେ ବୋଲି ଆଶା କରାଯାଉଛି। ପ୍ରଫେସର ଡା. ସୁଧାଂଶୁ ଶେଖର ମିଶ୍ରଙ୍କ କାର୍ଯ୍ୟକାଳ ଶେଷ ହେଉଥିବାରୁ ଡାକ୍ତରଖାନାର ଦୈନନ୍ଦିନ କାର୍ଯ୍ୟ ପ୍ରଭାରୀଙ୍କ ଦ୍ୱାରା ପରିଚାଳିତ ହେବ। ଆଗାମୀ ଦିନରେ ନିଯୁକ୍ତି ପ୍ରକ୍ରିୟା ଶେଷ କରାଯିବ। (116, 372, 361, 593)
odisha-emblem-icon (14, 1436, 28, 1466)
list-item: ୮. ରାସ୍ତା ଆଲୋକ ସମସ୍ୟା ପୌର ପରିଷଦକୁ ଜଣାନ୍ତୁ। (381, 1841, 577, 1853)
list-item: ସ ୫ ଘ : ସାଧାରଣ ସଭା (1115, 1609, 1200, 1620)
table-header: Name of the work (955, 180, 1250, 215)
omc-tender-995: ODISHA MINING CORPORATION LIMITED OMC House, Bhubaneswar-751001,Odisha CIN: U13100OR1956SGC000313, www.omcltd.in OMC ODISHA NIT No.34/OMC/CIVIL/2024 No.CAD-995: Tender for the following works are invited on-line through e-procurement portal of Govt. of Odisha. Sl. No. Name of the work Estimated cost (In lakh) Time period of the work (in month) Class of Contractor EMD online (IN Rupees) Cost of Bid document (Rs.) 1 Construction of Combined sewage system (Zone-2) at Kaliapani in the dist of Jajpur 300.63 06 (Six) A 3,00,700/- 10,000/- +18% GST 2 Construction of Combined sewage system (Zone-1) at Kaliapani in the dist of Jajpur 288.14 06 (Six) B & A 2,88,200/- 10,000/- +18% GST 3 Repair and renovation to toilets, water supply line, Plant boundary wall and Provision of paver block along with concrete drain at Ferro Chrome Plant OMC at JK Road in the district of Jajpur 195.03 06 (Six) B & A 1,95,100/- 10,000/- +18% GST 4 Repair and heightening of compound wall surrounding OMC colony area at Central Township Kaliapani in the dist of Jajpur. 92.28 04 (Four) B 92,300/- 10,000/- +18% GST 5 Provision of Barbed wire fencing for safety zone from pillar No. 63 to 69 and around Office area of Banspani Mines of Barbil Region in the district of Keonjhar. 14.35 04 (Four) D & C 14,400/- 6,000/- +18% GST 6 Construction of Security Barrack (G+3) at Dubna Mines of Barbil Region in the district of Keonjhar. 339.23 14 (Fourteen) A 3,40,000/- 10,000/- +18% GST 1. Availability of Bid document in Govt. portal from dt. 06.09.2024 to 20.09.2024 up to 5.00 PM. 2. Last date of on-line submission of tender is dt. 20.09.2024 up to 5.00 PM. 3. Date of opening of Technical Bid is dt. 21.09.2024 at 11.00 AM. All other details can be seen from bid documents available at Govt. web site www.tendersodisha.gov.in. Odisha Mining Corporation Ltd. reserves the right to reject any or all tenders without assigning any reason thereof. OIPR-30005/11/0072/2425 Sd/- General Manager (Civil) (926, 458, 1470, 1033)
banki-nac-ad: ବିଜ୍ଞାପିତ ଅଞ୍ଚଳ ପରିଷଦ, ବାଙ୍କୀ ୫୭ତମ ସର୍ବୋଦୟାତ୍ମ ସ୍ୱାୟତ୍ତ ଶାସନ ଦିବସ ତା.୩୧.୦୮.୨୦୨୪ରିଖ (ଶନିବାର) ସ୍ୱାୟତ୍ତ ଶାସନ ଦିବସ ଅବସରରେ ବାଙ୍କୀ ବିଜ୍ଞାପିତ ଅଞ୍ଚଳ ପରିଷଦ ପକ୍ଷରୁ ସମସ୍ତ ନାଗରିକଙ୍କୁ ହାର୍ଦ୍ଦିକ ଶୁଭେଚ୍ଛା। ଏହି ଅବସରରେ ବିଭିନ୍ନ ସାଂସ୍କୃତିକ କାର୍ଯ୍ୟକ୍ରମ ଓ ସ୍ୱଚ୍ଛତା ଅଭିଯାନ ଆୟୋଜନ କରାଯିବ। ସମସ୍ତ ନାଗରିକଙ୍କୁ ଏଥିରେ ଅଂଶଗ୍ରହଣ କରିବା ପାଇଁ ଅନୁରୋଧ। ସମ୍ମାନିତ ଅତିଥିଙ୍କୁ ସ୍ୱାଗତ ଶ୍ରୀଯୁକ୍ତ ରଘୁନାଥ ସାହୁ ଶ୍ରୀଯୁକ୍ତ ସନ୍ତୋଷ କୁମାର ଜେନା ଶ୍ରୀମତୀ ଗୀତା ସାହୁ (8, 1706, 370, 1998)
guest-name: ଶ୍ରୀଯୁକ୍ତ ସୁଶାନ୍ତ କୁମାର ରାଉତ (1209, 1804, 1365, 1818)
guest-role: ମାନନୀୟ ବିଧାୟକ, ମଧ୍ୟ ଭୁବନେଶ୍ୱର (1215, 1790, 1359, 1801)
odisha-logo-icon: ODISHA (1407, 102, 1464, 120)
guest-role: ମାନନୀୟ ବିଧାୟକ, ଉତ୍ତର ଭୁବନେଶ୍ୱର (1212, 1819, 1362, 1830)
omc2-table (932, 541, 1464, 777)
table-header: Sl. No. (933, 180, 955, 215)
table-cell: 10,000/- +18% GST (1406, 682, 1464, 717)
guest-role: ମାନନୀୟ ବିଧାୟକ, ଏକାମ୍ର ଭୁବନେଶ୍ୱର (851, 1764, 1003, 1775)
table-cell: 10,000/- +18% GST (1406, 752, 1464, 777)
guest-role: ଅଧ୍ୟକ୍ଷ, ସ୍ଥାୟୀ କମିଟି, ଭୁବନେଶ୍ୱର ମହାନଗର ନିଗମ (1190, 1964, 1384, 1975)
issue-date: ଭୁବନେଶ୍ୱର, ଶନିବାର, ୩୧ ଅଗଷ୍ଟ, ୨୦୨୪ (85, 8, 241, 52)
dharitri-online-ad: Your classified advertisement published in Dharitri will be listed free in Dharitri online edition : www.dharitri.com (374, 2168, 736, 2296)
table-cell: 14,400/- (1346, 717, 1406, 752)
story2-dateline: ଭବାନୀପାଟଣା,୩୦।୮ (ଭଗବାନ ଦାସ) (372, 153, 517, 164)
guest-name: ଶ୍ରୀଯୁକ୍ତ ସୁଶାନ୍ତ କୁମାର ରାଉତ (849, 1720, 1005, 1734)
guest-name: ଶ୍ରୀମତୀ ସୁଲୋଚନା ଦାସ (871, 1807, 983, 1821)
guest-name: ଶ୍ରୀମତୀ ମଞ୍ଜୁଲତା କହ୍ନର (1223, 1920, 1351, 1934)
odisha-emblem-icon (380, 1436, 397, 1466)
table-header: Class of Contractor (1294, 542, 1346, 587)
omc1-nit: NIT No.34/OMC/CIVIL/2024 (1097, 144, 1299, 161)
table-header: EMD online (IN Rupees) (1346, 542, 1406, 587)
satellite-image (372, 1040, 742, 1410)
guest-role: ମାନନୀୟା ଡେପୁଟି ମେୟର, ଭୁବନେଶ୍ୱର ମହାନଗର ନିଗମ (1182, 1935, 1392, 1946)
table-cell: 1 (933, 587, 954, 612)
table-cell: 10,000/- +18% GST (1392, 285, 1464, 320)
table-cell: 1 (933, 215, 955, 250)
